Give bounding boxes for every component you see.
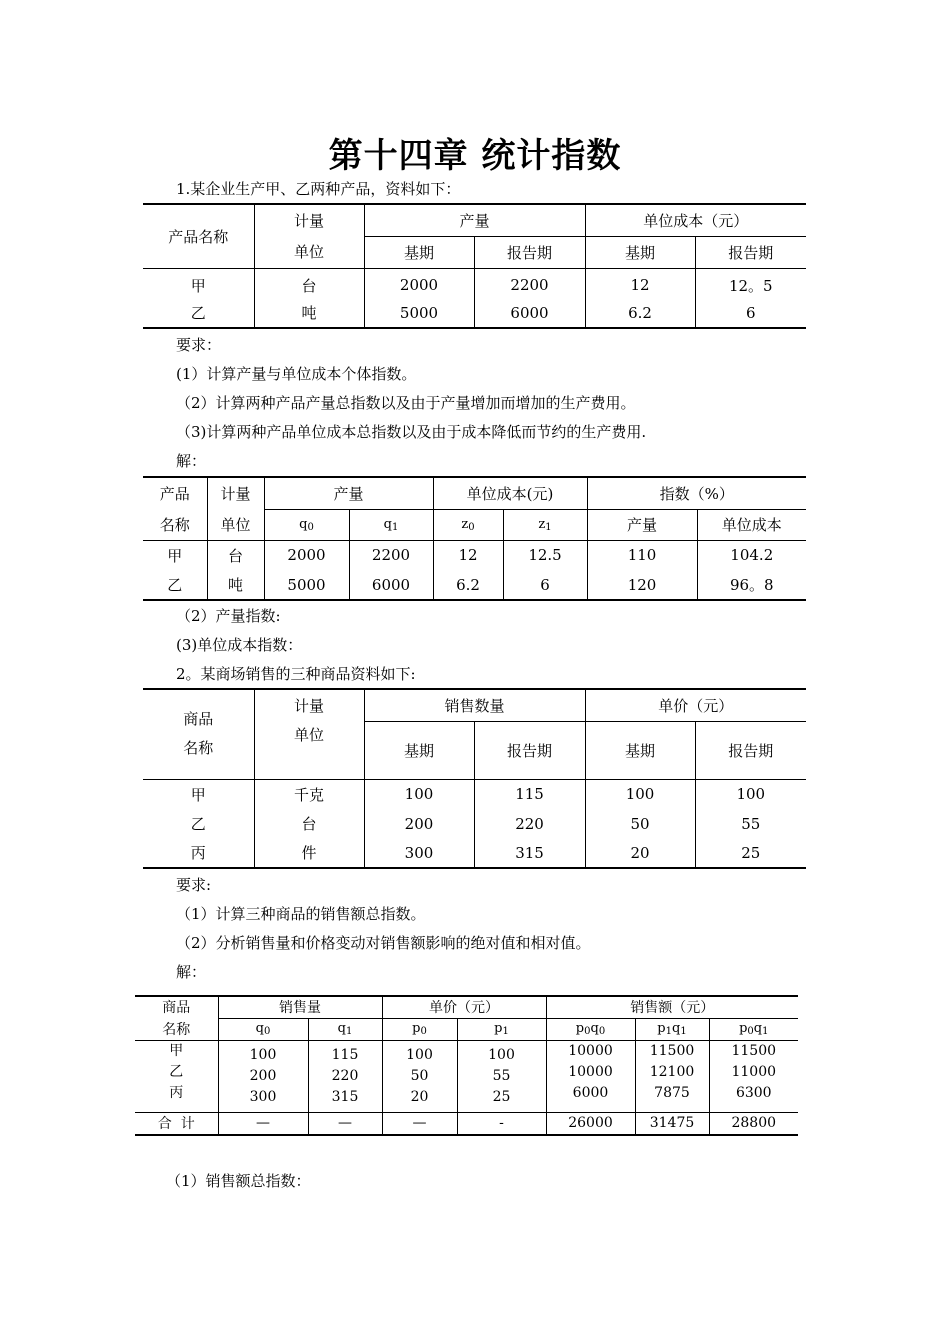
s2-th-p0q0 <box>546 1018 635 1040</box>
cell: — <box>308 1112 382 1135</box>
cell: — <box>382 1112 457 1135</box>
s2-th-sales: 销售额（元） <box>546 996 798 1018</box>
s2-th-p1q1 <box>635 1018 709 1040</box>
subscript: 1 <box>680 1026 687 1037</box>
cell: 31475 <box>635 1112 709 1135</box>
q-symbol: q <box>337 1021 346 1036</box>
s1-th-output: 产量 <box>264 477 433 509</box>
s1-th-name-1: 产品 <box>143 477 207 509</box>
subscript: 1 <box>391 521 399 533</box>
q2-th-name <box>143 689 254 779</box>
cell: 300 <box>364 838 474 868</box>
chapter-title: 第十四章 统计指数 <box>328 136 622 176</box>
subscript: 1 <box>502 1026 509 1037</box>
cell <box>457 1040 546 1112</box>
q-symbol: q <box>383 516 392 532</box>
cell: 120 <box>587 570 697 600</box>
z-symbol: z <box>461 516 469 532</box>
q1-intro: 1.某企业生产甲、乙两种产品，资料如下： <box>176 180 461 198</box>
q2-data-table <box>143 688 806 869</box>
p-symbol: p <box>657 1021 666 1036</box>
cell: 2200 <box>474 268 585 298</box>
cell: 26000 <box>546 1112 635 1135</box>
cell: 6000 <box>349 570 433 600</box>
cell: 5000 <box>364 298 474 328</box>
table-row <box>143 298 806 328</box>
p-symbol: p <box>412 1021 421 1036</box>
p-symbol: p <box>494 1021 503 1036</box>
list-item: 11500 <box>731 1042 777 1059</box>
q-symbol: q <box>753 1021 763 1036</box>
s1-th-q0 <box>264 509 349 540</box>
list-item: 12100 <box>649 1063 695 1080</box>
q2-th-report: 报告期 <box>695 721 806 779</box>
q2-ans-1: （1）销售额总指数： <box>166 1172 311 1190</box>
cell: 6 <box>695 298 806 328</box>
q2-solution-table <box>135 995 798 1136</box>
q2-th-qty: 销售数量 <box>364 689 585 721</box>
cell: 乙 <box>143 298 254 328</box>
s2-th-name-2: 名称 <box>135 1018 218 1040</box>
z-symbol: z <box>538 516 546 532</box>
q2-req-label: 要求: <box>176 876 212 894</box>
subscript: 0 <box>420 1026 427 1037</box>
cell: 12.5 <box>503 540 587 570</box>
s2-th-qty: 销售量 <box>218 996 382 1018</box>
cell: 100 <box>585 779 695 809</box>
q2-req-2: （2）分析销售量和价格变动对销售额影响的绝对值和相对值。 <box>176 934 591 952</box>
list-item: 6300 <box>735 1084 772 1101</box>
q1-ans-2: （2）产量指数: <box>176 607 281 625</box>
s1-th-unit-2: 单位 <box>207 509 264 540</box>
q2-th-unit-2: 单位 <box>293 726 324 744</box>
list-item: 10000 <box>568 1042 613 1059</box>
q1-req-2: （2）计算两种产品产量总指数以及由于产量增加而增加的生产费用。 <box>176 394 636 412</box>
list-item: 20 <box>410 1088 429 1105</box>
subscript: 0 <box>598 1026 606 1037</box>
q1-ans-3: (3)单位成本指数： <box>176 636 303 654</box>
cell: 96。8 <box>697 570 806 600</box>
list-item: 100 <box>406 1046 433 1063</box>
q2-th-base: 基期 <box>364 721 474 779</box>
subscript: 0 <box>263 1026 271 1037</box>
s1-th-name-2: 名称 <box>159 515 190 534</box>
cell: 件 <box>254 838 364 868</box>
q-symbol: q <box>299 516 308 532</box>
subscript: 1 <box>345 1026 353 1037</box>
cell: 25 <box>695 838 806 868</box>
list-item: 7875 <box>654 1084 690 1101</box>
s2-th-p0q1 <box>709 1018 798 1040</box>
s2-th-price: 单价（元） <box>382 996 546 1018</box>
s1-th-cost: 单位成本(元) <box>433 477 587 509</box>
p-symbol: p <box>739 1021 748 1036</box>
s1-th-q1 <box>349 509 433 540</box>
cell: 2200 <box>349 540 433 570</box>
list-item: 315 <box>331 1088 359 1105</box>
q2-intro: 2。某商场销售的三种商品资料如下: <box>176 665 416 683</box>
s1-th-out-idx: 产量 <box>587 509 697 540</box>
cell <box>635 1040 709 1112</box>
q1-th-unit-2: 单位 <box>254 236 364 268</box>
cell: 甲 <box>143 540 207 570</box>
cell: 6 <box>503 570 587 600</box>
cell: 20 <box>585 838 695 868</box>
q1-solution-table <box>143 476 806 601</box>
cell: 200 <box>364 809 474 838</box>
subscript: 0 <box>307 521 314 533</box>
q1-req-label: 要求： <box>176 336 222 354</box>
cell: 2000 <box>364 268 474 298</box>
table-row <box>143 268 806 298</box>
q1-req-1: (1）计算产量与单位成本个体指数。 <box>176 365 417 383</box>
cell: 甲 <box>143 268 254 298</box>
table-row <box>143 570 806 600</box>
q-symbol: q <box>255 1021 264 1036</box>
q1-sol-label: 解： <box>176 452 207 470</box>
s2-th-q1 <box>308 1018 382 1040</box>
q1-th-report: 报告期 <box>474 236 585 268</box>
cell: — <box>218 1112 308 1135</box>
list-item: 乙 <box>169 1063 184 1080</box>
list-item: 50 <box>410 1067 429 1084</box>
cell: 315 <box>474 838 585 868</box>
s1-th-index: 指数（%） <box>587 477 806 509</box>
subscript: 1 <box>665 1026 672 1037</box>
q1-th-base: 基期 <box>364 236 474 268</box>
cell: 乙 <box>143 570 207 600</box>
subscript: 1 <box>545 521 552 533</box>
list-item: 11000 <box>731 1063 777 1080</box>
cell: 6000 <box>474 298 585 328</box>
cell: 6.2 <box>585 298 695 328</box>
q2-th-price: 单价（元） <box>585 689 806 721</box>
q-symbol: q <box>672 1021 681 1036</box>
q1-th-cost: 单位成本（元） <box>585 204 806 236</box>
q1-th-name: 产品名称 <box>143 204 254 268</box>
list-item: 25 <box>492 1088 511 1105</box>
cell: 台 <box>207 540 264 570</box>
list-item: 100 <box>249 1046 277 1063</box>
cell: 55 <box>695 809 806 838</box>
s2-th-q0 <box>218 1018 308 1040</box>
cell: 110 <box>587 540 697 570</box>
table-row <box>135 1040 798 1112</box>
q1-th-report: 报告期 <box>695 236 806 268</box>
list-item: 220 <box>331 1067 359 1084</box>
cell: 28800 <box>709 1112 798 1135</box>
cell <box>308 1040 382 1112</box>
subscript: 1 <box>762 1026 769 1037</box>
table-row <box>143 838 806 868</box>
cell <box>218 1040 308 1112</box>
cell <box>709 1040 798 1112</box>
cell: 5000 <box>264 570 349 600</box>
q2-th-name-2: 名称 <box>183 739 214 758</box>
table-row <box>143 540 806 570</box>
subscript: 0 <box>584 1026 591 1037</box>
cell: - <box>457 1112 546 1135</box>
subscript: 0 <box>747 1026 754 1037</box>
q1-th-base: 基期 <box>585 236 695 268</box>
subscript: 0 <box>468 521 475 533</box>
q1-req-3: （3)计算两种产品单位成本总指数以及由于成本降低而节约的生产费用. <box>176 423 647 441</box>
cell: 115 <box>474 779 585 809</box>
q2-th-name-1: 商品 <box>183 710 214 729</box>
cell: 12 <box>433 540 503 570</box>
cell: 100 <box>364 779 474 809</box>
q1-th-output: 产量 <box>364 204 585 236</box>
s2-th-p1 <box>457 1018 546 1040</box>
cell: 台 <box>254 268 364 298</box>
s1-th-z1 <box>503 509 587 540</box>
q2-th-unit <box>254 689 364 779</box>
table-row <box>143 779 806 809</box>
cell: 50 <box>585 809 695 838</box>
cell: 台 <box>254 809 364 838</box>
cell <box>135 1040 218 1112</box>
cell: 104.2 <box>697 540 806 570</box>
cell: 乙 <box>190 815 206 833</box>
list-item: 甲 <box>169 1042 184 1059</box>
cell: 吨 <box>254 298 364 328</box>
list-item: 100 <box>488 1046 515 1063</box>
list-item: 11500 <box>649 1042 695 1059</box>
s1-th-cost-idx: 单位成本 <box>697 509 806 540</box>
list-item: 200 <box>249 1067 277 1084</box>
table-row <box>143 809 806 838</box>
list-item: 115 <box>331 1046 359 1063</box>
cell: 甲 <box>143 779 254 809</box>
q2-sol-label: 解： <box>176 963 207 981</box>
s2-th-p0 <box>382 1018 457 1040</box>
q1-data-table <box>143 203 806 329</box>
total-label: 合 计 <box>135 1112 218 1135</box>
list-item: 10000 <box>568 1063 613 1080</box>
q2-req-1: （1）计算三种商品的销售额总指数。 <box>176 905 426 923</box>
list-item: 300 <box>249 1088 277 1105</box>
total-row <box>135 1112 798 1135</box>
cell <box>546 1040 635 1112</box>
cell: 千克 <box>254 779 364 809</box>
cell: 12 <box>585 268 695 298</box>
cell: 吨 <box>207 570 264 600</box>
s2-th-name-1: 商品 <box>135 996 218 1018</box>
list-item: 丙 <box>169 1084 184 1101</box>
q2-th-base: 基期 <box>585 721 695 779</box>
s1-th-z0 <box>433 509 503 540</box>
s1-th-unit-1: 计量 <box>207 477 264 509</box>
q1-th-unit-1: 计量 <box>254 204 364 236</box>
q2-th-report: 报告期 <box>474 721 585 779</box>
cell: 100 <box>695 779 806 809</box>
cell: 220 <box>474 809 585 838</box>
q2-th-unit-1: 计量 <box>293 697 324 715</box>
cell: 丙 <box>143 838 254 868</box>
p-symbol: p <box>575 1021 585 1036</box>
list-item: 6000 <box>572 1084 609 1101</box>
cell: 12。5 <box>695 268 806 298</box>
cell: 6.2 <box>433 570 503 600</box>
cell: 2000 <box>264 540 349 570</box>
list-item: 55 <box>492 1067 511 1084</box>
q-symbol: q <box>590 1021 599 1036</box>
cell <box>382 1040 457 1112</box>
